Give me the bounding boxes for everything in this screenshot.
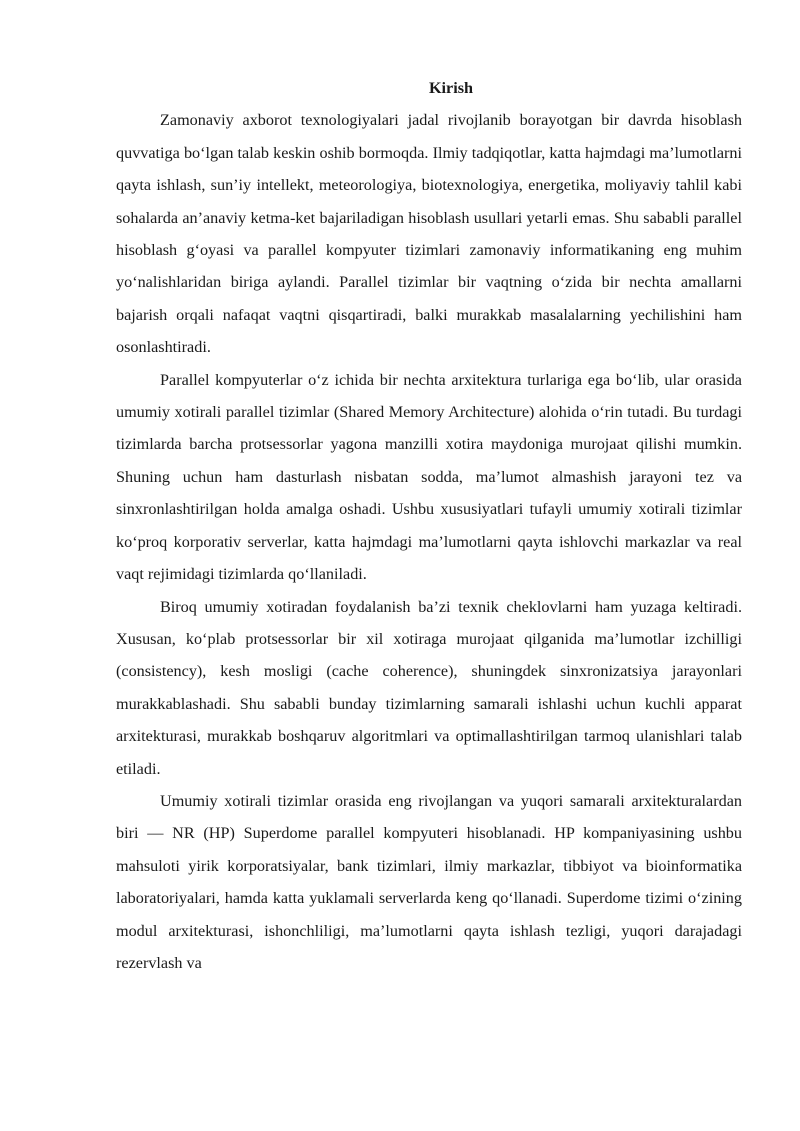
paragraph-3: Biroq umumiy xotiradan foydalanish ba’zi texnik cheklovlarni ham yuzaga keltiradi. Xususan, ko‘plab protsessorlar bir xil xotiraga murojaat qilganida ma’lumotlar izchilligi (consistency), kesh mosligi (cache coherence), shuningdek sinxronizatsiya jarayonlari murakkablashadi. Shu sababli bunday tizimlarning samarali ishlashi uchun kuchli apparat arxitekturasi, murakkab boshqaruv algoritmlari va optimallashtirilgan tarmoq ulanishlari talab etiladi. — [116, 597, 742, 778]
document-page — [116, 72, 742, 979]
paragraph-4: Umumiy xotirali tizimlar orasida eng rivojlangan va yuqori samarali arxitekturalardan biri — NR (HP) Superdome parallel kompyuteri hisoblanadi. HP kompaniyasining ushbu mahsuloti yirik korporatsiyalar, bank tizimlari, ilmiy markazlar, tibbiyot va bioinformatika laboratoriyalari, hamda katta yuklamali serverlarda keng qo‘llanadi. Superdome tizimi o‘zining modul arxitekturasi, ishonchliligi, ma’lumotlarni qayta ishlash tezligi, yuqori darajadagi rezervlash va — [116, 791, 742, 972]
section-title: Kirish — [428, 79, 474, 97]
paragraph-1: Zamonaviy axborot texnologiyalari jadal rivojlanib borayotgan bir davrda hisoblash quvvatiga bo‘lgan talab keskin oshib bormoqda. Ilmiy tadqiqotlar, katta hajmdagi ma’lumotlarni qayta ishlash, sun’iy intellekt, meteorologiya, biotexnologiya, energetika, moliyaviy tahlil kabi sohalarda an’anaviy ketma-ket bajariladigan hisoblash usullari yetarli emas. Shu sababli parallel hisoblash g‘oyasi va parallel kompyuter tizimlari zamonaviy informatikaning eng muhim yo‘nalishlaridan biriga aylandi. Parallel tizimlar bir vaqtning o‘zida bir nechta amallarni bajarish orqali nafaqat vaqtni qisqartiradi, balki murakkab masalalarning yechilishini ham osonlashtiradi. — [116, 111, 742, 357]
paragraph-2: Parallel kompyuterlar o‘z ichida bir nechta arxitektura turlariga ega bo‘lib, ular orasida umumiy xotirali parallel tizimlar (Shared Memory Architecture) alohida o‘rin tutadi. Bu turdagi tizimlarda barcha protsessorlar yagona manzilli xotira maydoniga murojaat qilishi mumkin. Shuning uchun ham dasturlash nisbatan sodda, ma’lumot almashish jarayoni tez va sinxronlashtirilgan holda amalga oshadi. Ushbu xususiyatlari tufayli umumiy xotirali tizimlar ko‘proq korporativ serverlar, katta hajmdagi ma’lumotlarni qayta ishlovchi markazlar va real vaqt rejimidagi tizimlarda qo‘llaniladi. — [116, 370, 742, 584]
